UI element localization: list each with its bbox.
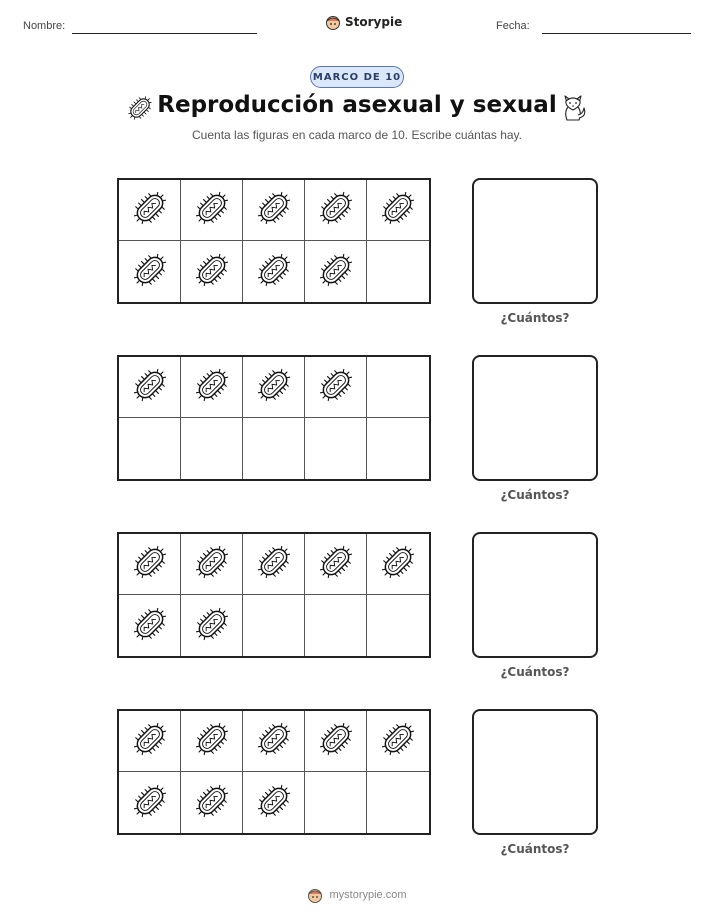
bacterium-icon	[314, 540, 358, 588]
ten-frame-cell	[367, 534, 429, 595]
bacterium-icon	[128, 717, 172, 765]
ten-frame	[117, 709, 431, 835]
ten-frame-cell	[305, 418, 367, 479]
bacterium-icon	[314, 717, 358, 765]
bacterium-icon	[190, 717, 234, 765]
ten-frame-cell	[181, 241, 243, 302]
bacterium-icon	[190, 248, 234, 296]
ten-frame-cell	[305, 534, 367, 595]
bacterium-icon	[252, 717, 296, 765]
bacterium-icon	[190, 540, 234, 588]
name-label: Nombre:	[23, 20, 66, 32]
ten-frame-cell	[119, 595, 181, 656]
ten-frame-cell	[181, 534, 243, 595]
ten-frame-cell	[243, 418, 305, 479]
ten-frame-cell	[243, 595, 305, 656]
ten-frame-cell	[181, 711, 243, 772]
ten-frame-cell	[305, 241, 367, 302]
ten-frame-cell	[305, 357, 367, 418]
bacterium-icon	[252, 779, 296, 827]
bacterium-icon	[128, 248, 172, 296]
bacterium-icon	[128, 186, 172, 234]
ten-frame-cell	[181, 180, 243, 241]
footer-url: mystorypie.com	[329, 889, 407, 901]
ten-frame-cell	[367, 357, 429, 418]
ten-frame	[117, 532, 431, 658]
ten-frame	[117, 355, 431, 481]
bacterium-icon	[128, 540, 172, 588]
bacterium-icon	[376, 186, 420, 234]
bacterium-icon	[128, 602, 172, 650]
bacterium-icon	[314, 363, 358, 411]
answer-box[interactable]	[472, 178, 598, 304]
answer-box[interactable]	[472, 709, 598, 835]
ten-frame-cell	[119, 180, 181, 241]
count-label: ¿Cuántos?	[500, 311, 570, 325]
ten-frame-cell	[119, 772, 181, 833]
bacterium-icon	[376, 540, 420, 588]
bacterium-icon	[314, 248, 358, 296]
name-field[interactable]	[72, 33, 257, 34]
ten-frame-cell	[243, 711, 305, 772]
ten-frame-cell	[367, 595, 429, 656]
ten-frame-cell	[181, 357, 243, 418]
bacterium-icon	[252, 363, 296, 411]
footer	[0, 887, 714, 903]
ten-frame-cell	[181, 418, 243, 479]
date-label: Fecha:	[496, 20, 530, 32]
ten-frame-cell	[243, 772, 305, 833]
brand-name: Storypie	[345, 15, 403, 29]
bacterium-icon	[252, 248, 296, 296]
ten-frame-cell	[243, 534, 305, 595]
bacterium-icon	[252, 540, 296, 588]
bacterium-icon	[190, 186, 234, 234]
bacterium-icon	[128, 363, 172, 411]
ten-frame-cell	[119, 534, 181, 595]
bacterium-icon	[190, 602, 234, 650]
ten-frame-cell	[305, 711, 367, 772]
ten-frame-cell	[181, 772, 243, 833]
ten-frame	[117, 178, 431, 304]
fox-icon	[558, 90, 588, 126]
ten-frame-cell	[367, 711, 429, 772]
ten-frame-cell	[119, 357, 181, 418]
answer-box[interactable]	[472, 532, 598, 658]
ten-frame-cell	[367, 241, 429, 302]
page-title: Reproducción asexual y sexual	[157, 92, 557, 118]
ten-frame-cell	[243, 357, 305, 418]
bacterium-icon	[128, 779, 172, 827]
pie-mascot-icon	[307, 887, 323, 903]
bacterium-icon	[190, 779, 234, 827]
ten-frame-cell	[367, 180, 429, 241]
bacterium-icon	[190, 363, 234, 411]
ten-frame-cell	[119, 711, 181, 772]
ten-frame-cell	[305, 772, 367, 833]
worksheet-type-badge: MARCO DE 10	[310, 66, 404, 88]
brand-logo	[325, 14, 402, 30]
ten-frame-cell	[119, 418, 181, 479]
ten-frame-cell	[305, 180, 367, 241]
ten-frame-cell	[243, 241, 305, 302]
bacterium-icon	[376, 717, 420, 765]
count-label: ¿Cuántos?	[500, 488, 570, 502]
bacterium-icon	[314, 186, 358, 234]
pie-mascot-icon	[325, 14, 341, 30]
answer-box[interactable]	[472, 355, 598, 481]
bacterium-icon	[252, 186, 296, 234]
count-label: ¿Cuántos?	[500, 842, 570, 856]
ten-frame-cell	[367, 772, 429, 833]
ten-frame-cell	[367, 418, 429, 479]
ten-frame-cell	[181, 595, 243, 656]
ten-frame-cell	[305, 595, 367, 656]
instructions: Cuenta las figuras en cada marco de 10. Escribe cuántas hay.	[192, 128, 522, 142]
count-label: ¿Cuántos?	[500, 665, 570, 679]
date-field[interactable]	[542, 33, 691, 34]
ten-frame-cell	[119, 241, 181, 302]
ten-frame-cell	[243, 180, 305, 241]
